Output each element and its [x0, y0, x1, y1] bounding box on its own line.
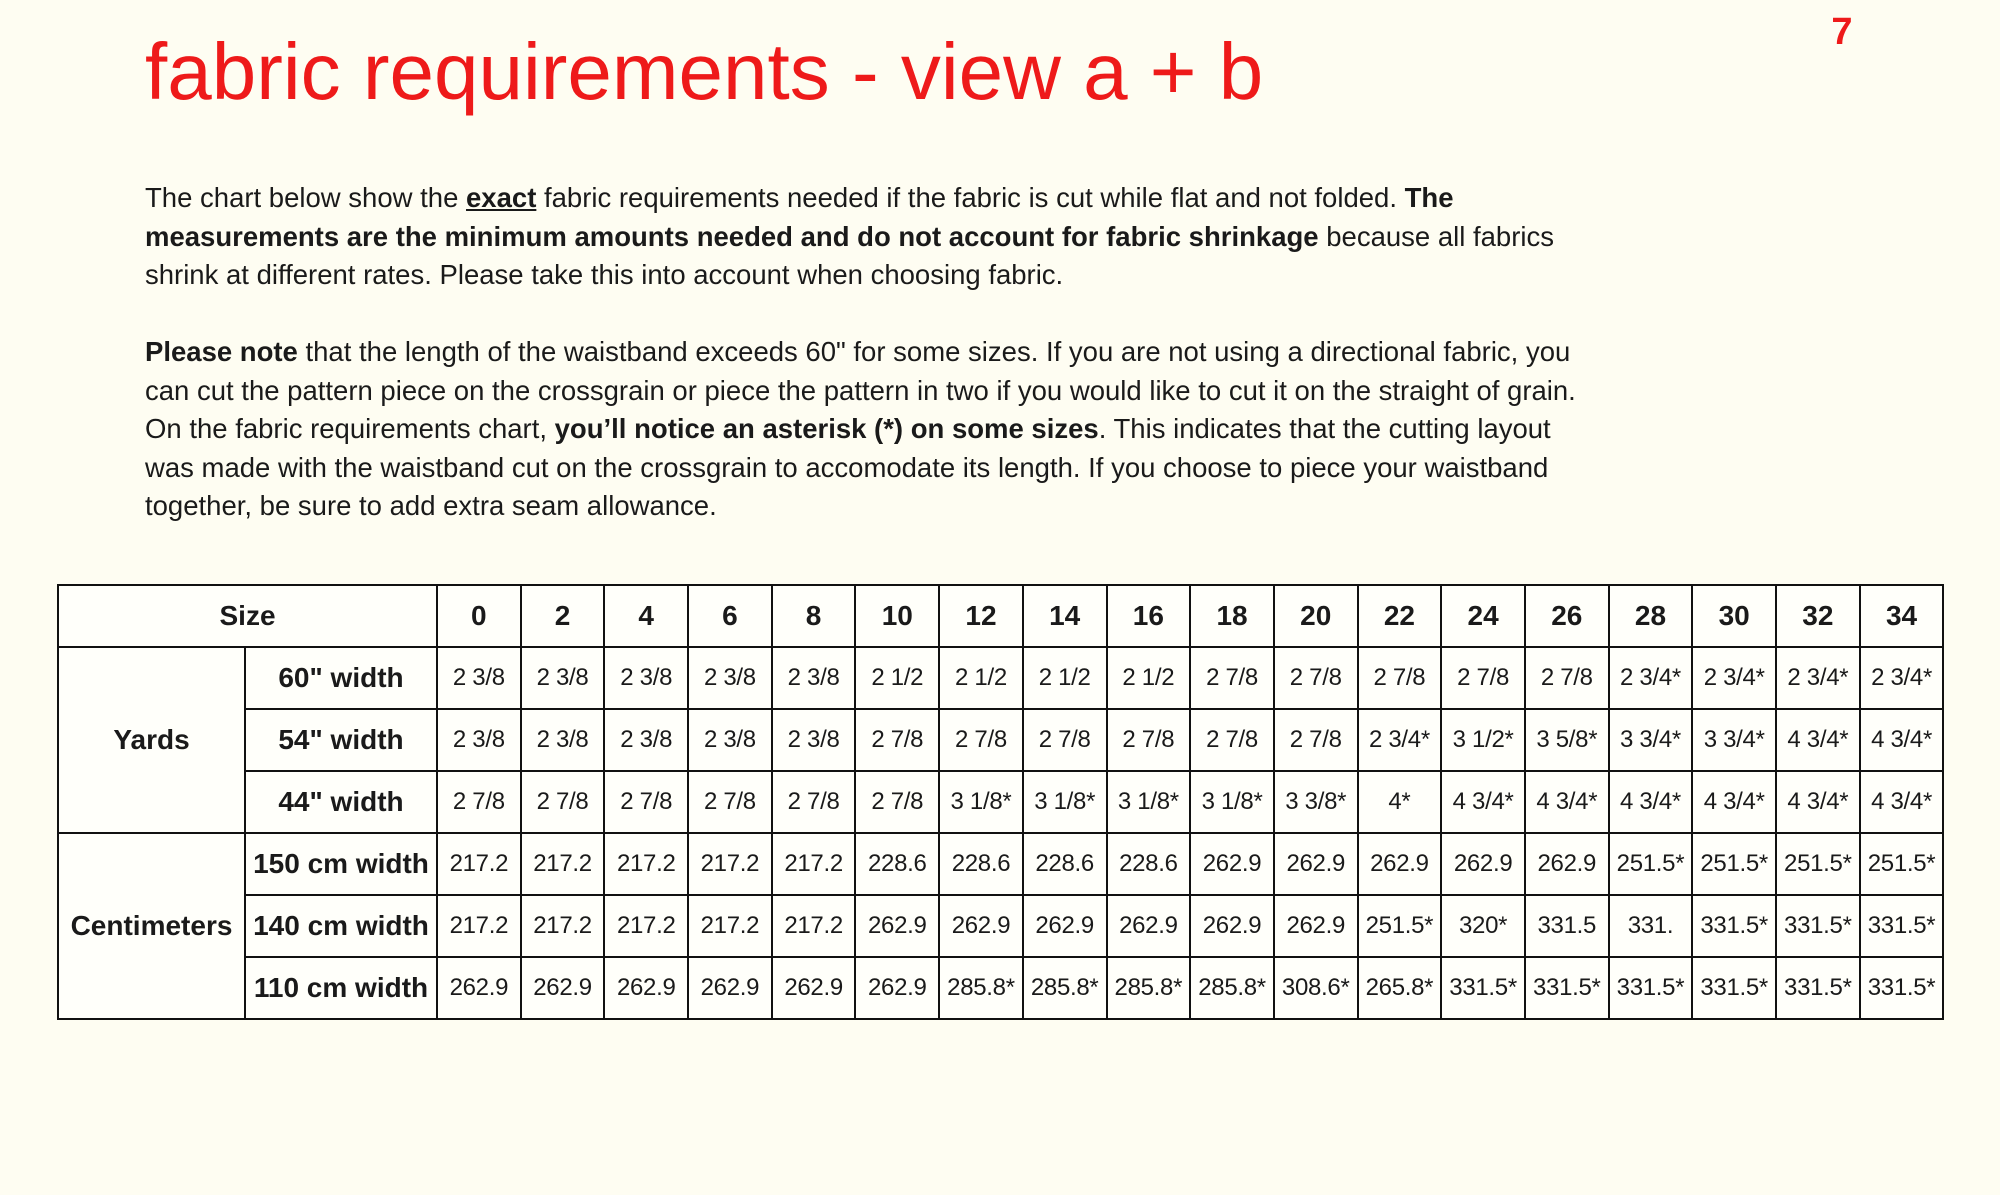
- fabric-amount-cell: 3 5/8*: [1525, 709, 1609, 771]
- fabric-amount-cell: 228.6: [1023, 833, 1107, 895]
- fabric-amount-cell: 2 3/8: [521, 709, 605, 771]
- fabric-amount-cell: 2 1/2: [1107, 647, 1191, 709]
- fabric-amount-cell: 4*: [1358, 771, 1442, 833]
- fabric-amount-cell: 285.8*: [1107, 957, 1191, 1019]
- fabric-amount-cell: 2 3/8: [521, 647, 605, 709]
- fabric-amount-cell: 2 7/8: [604, 771, 688, 833]
- table-row: [58, 957, 1943, 1019]
- fabric-amount-cell: 2 7/8: [939, 709, 1023, 771]
- fabric-amount-cell: 3 1/8*: [939, 771, 1023, 833]
- intro-1-text-a: The chart below show the: [145, 182, 467, 213]
- size-col-header: 30: [1692, 585, 1776, 647]
- fabric-amount-cell: 217.2: [521, 833, 605, 895]
- fabric-amount-cell: 262.9: [1107, 895, 1191, 957]
- size-col-header: 8: [772, 585, 856, 647]
- fabric-amount-cell: 4 3/4*: [1776, 771, 1860, 833]
- fabric-amount-cell: 285.8*: [1190, 957, 1274, 1019]
- fabric-amount-cell: 2 3/4*: [1692, 647, 1776, 709]
- table-row: [58, 895, 1943, 957]
- fabric-amount-cell: 2 7/8: [521, 771, 605, 833]
- fabric-amount-cell: 217.2: [772, 895, 856, 957]
- fabric-amount-cell: 262.9: [855, 957, 939, 1019]
- fabric-amount-cell: 2 7/8: [1023, 709, 1107, 771]
- fabric-amount-cell: 3 1/8*: [1107, 771, 1191, 833]
- fabric-amount-cell: 262.9: [1441, 833, 1525, 895]
- fabric-amount-cell: 2 3/8: [772, 647, 856, 709]
- fabric-amount-cell: 217.2: [772, 833, 856, 895]
- fabric-amount-cell: 2 7/8: [688, 771, 772, 833]
- size-header: Size: [58, 585, 437, 647]
- fabric-amount-cell: 262.9: [939, 895, 1023, 957]
- fabric-requirements-table: [57, 584, 1944, 1020]
- size-col-header: 22: [1358, 585, 1442, 647]
- intro-1-bold-statement: The measurements are the minimum amounts needed and do not account for fabric shrinkage: [145, 182, 1454, 252]
- size-col-header: 6: [688, 585, 772, 647]
- fabric-amount-cell: 217.2: [604, 895, 688, 957]
- fabric-width-label: 110 cm width: [245, 957, 437, 1019]
- intro-1-text-b: fabric requirements needed if the fabric is cut while flat and not folded.: [536, 182, 1405, 213]
- fabric-amount-cell: 251.5*: [1776, 833, 1860, 895]
- fabric-amount-cell: 2 7/8: [1274, 647, 1358, 709]
- size-col-header: 34: [1860, 585, 1944, 647]
- fabric-amount-cell: 331.5: [1525, 895, 1609, 957]
- fabric-amount-cell: 331.: [1609, 895, 1693, 957]
- fabric-amount-cell: 331.5*: [1692, 895, 1776, 957]
- fabric-amount-cell: 4 3/4*: [1692, 771, 1776, 833]
- fabric-amount-cell: 262.9: [1525, 833, 1609, 895]
- fabric-width-label: 140 cm width: [245, 895, 437, 957]
- fabric-amount-cell: 2 1/2: [1023, 647, 1107, 709]
- fabric-amount-cell: 331.5*: [1525, 957, 1609, 1019]
- fabric-amount-cell: 3 1/8*: [1190, 771, 1274, 833]
- fabric-amount-cell: 285.8*: [939, 957, 1023, 1019]
- fabric-amount-cell: 265.8*: [1358, 957, 1442, 1019]
- fabric-amount-cell: 2 3/8: [772, 709, 856, 771]
- table-row: [58, 709, 1943, 771]
- fabric-amount-cell: 262.9: [772, 957, 856, 1019]
- fabric-amount-cell: 251.5*: [1692, 833, 1776, 895]
- fabric-amount-cell: 2 3/8: [437, 647, 521, 709]
- size-col-header: 2: [521, 585, 605, 647]
- fabric-amount-cell: 4 3/4*: [1525, 771, 1609, 833]
- fabric-amount-cell: 228.6: [939, 833, 1023, 895]
- fabric-width-label: 150 cm width: [245, 833, 437, 895]
- fabric-amount-cell: 2 7/8: [1441, 647, 1525, 709]
- fabric-amount-cell: 331.5*: [1692, 957, 1776, 1019]
- fabric-amount-cell: 2 3/8: [688, 709, 772, 771]
- fabric-amount-cell: 262.9: [604, 957, 688, 1019]
- fabric-amount-cell: 228.6: [1107, 833, 1191, 895]
- fabric-amount-cell: 2 3/8: [604, 709, 688, 771]
- fabric-amount-cell: 2 7/8: [1107, 709, 1191, 771]
- fabric-amount-cell: 2 7/8: [1190, 647, 1274, 709]
- fabric-width-label: 60" width: [245, 647, 437, 709]
- fabric-amount-cell: 2 7/8: [1525, 647, 1609, 709]
- intro-2-text-b: . This indicates that the cutting layout was made with the waistband cut on the crossgrain to accomodate its length. If you choose to piece your waistband together, be sure to add extra seam allowance.: [145, 413, 1551, 522]
- fabric-amount-cell: 4 3/4*: [1441, 771, 1525, 833]
- fabric-amount-cell: 4 3/4*: [1860, 771, 1944, 833]
- fabric-amount-cell: 331.5*: [1860, 957, 1944, 1019]
- fabric-amount-cell: 251.5*: [1860, 833, 1944, 895]
- fabric-amount-cell: 285.8*: [1023, 957, 1107, 1019]
- fabric-amount-cell: 262.9: [1023, 895, 1107, 957]
- intro-1-text-c: because all fabrics shrink at different rates. Please take this into account when choosing fabric.: [145, 220, 1554, 291]
- fabric-amount-cell: 4 3/4*: [1609, 771, 1693, 833]
- fabric-amount-cell: 4 3/4*: [1776, 709, 1860, 771]
- fabric-amount-cell: 2 3/4*: [1358, 709, 1442, 771]
- fabric-amount-cell: 262.9: [1190, 895, 1274, 957]
- fabric-amount-cell: 3 1/8*: [1023, 771, 1107, 833]
- size-col-header: 32: [1776, 585, 1860, 647]
- fabric-amount-cell: 331.5*: [1776, 957, 1860, 1019]
- fabric-amount-cell: 251.5*: [1609, 833, 1693, 895]
- table-row: [58, 833, 1943, 895]
- fabric-amount-cell: 2 3/8: [437, 709, 521, 771]
- fabric-amount-cell: 217.2: [521, 895, 605, 957]
- intro-2-please-note: Please note: [145, 336, 298, 367]
- size-header-row: [58, 585, 1943, 647]
- unit-group-label: Centimeters: [58, 833, 245, 1019]
- size-col-header: 4: [604, 585, 688, 647]
- fabric-amount-cell: 2 3/8: [604, 647, 688, 709]
- page-number: 7: [1831, 11, 1853, 53]
- fabric-width-label: 44" width: [245, 771, 437, 833]
- table-row: [58, 647, 1943, 709]
- size-col-header: 10: [855, 585, 939, 647]
- size-col-header: 0: [437, 585, 521, 647]
- fabric-amount-cell: 2 7/8: [437, 771, 521, 833]
- fabric-amount-cell: 331.5*: [1776, 895, 1860, 957]
- fabric-amount-cell: 2 3/4*: [1776, 647, 1860, 709]
- size-col-header: 18: [1190, 585, 1274, 647]
- size-col-header: 12: [939, 585, 1023, 647]
- fabric-amount-cell: 3 3/8*: [1274, 771, 1358, 833]
- fabric-amount-cell: 251.5*: [1358, 895, 1442, 957]
- fabric-width-label: 54" width: [245, 709, 437, 771]
- size-col-header: 24: [1441, 585, 1525, 647]
- size-col-header: 26: [1525, 585, 1609, 647]
- fabric-amount-cell: 217.2: [604, 833, 688, 895]
- fabric-amount-cell: 2 7/8: [772, 771, 856, 833]
- fabric-amount-cell: 2 7/8: [1358, 647, 1442, 709]
- intro-2-text-a: that the length of the waistband exceeds 60" for some sizes. If you are not using a directional fabric, you can cut the pattern piece on the crossgrain or piece the pattern in two if you would like to cut it on the straight of grain. On the fabric requirements chart,: [145, 336, 1576, 445]
- fabric-amount-cell: 331.5*: [1860, 895, 1944, 957]
- fabric-amount-cell: 262.9: [521, 957, 605, 1019]
- page-title: fabric requirements - view a + b: [145, 27, 1264, 116]
- fabric-amount-cell: 217.2: [437, 895, 521, 957]
- fabric-amount-cell: 2 3/4*: [1609, 647, 1693, 709]
- fabric-amount-cell: 331.5*: [1441, 957, 1525, 1019]
- fabric-amount-cell: 2 7/8: [855, 771, 939, 833]
- fabric-amount-cell: 262.9: [688, 957, 772, 1019]
- fabric-amount-cell: 2 3/8: [688, 647, 772, 709]
- fabric-amount-cell: 262.9: [855, 895, 939, 957]
- fabric-amount-cell: 262.9: [1190, 833, 1274, 895]
- fabric-amount-cell: 331.5*: [1609, 957, 1693, 1019]
- fabric-amount-cell: 3 1/2*: [1441, 709, 1525, 771]
- fabric-amount-cell: 2 7/8: [1190, 709, 1274, 771]
- fabric-amount-cell: 4 3/4*: [1860, 709, 1944, 771]
- unit-group-label: Yards: [58, 647, 245, 833]
- fabric-amount-cell: 3 3/4*: [1609, 709, 1693, 771]
- size-col-header: 16: [1107, 585, 1191, 647]
- fabric-amount-cell: 2 7/8: [1274, 709, 1358, 771]
- intro-paragraph-1: [145, 179, 1595, 295]
- fabric-amount-cell: 262.9: [437, 957, 521, 1019]
- size-col-header: 14: [1023, 585, 1107, 647]
- fabric-amount-cell: 262.9: [1274, 895, 1358, 957]
- fabric-amount-cell: 217.2: [688, 833, 772, 895]
- intro-1-emphasis-exact: exact: [466, 182, 537, 213]
- fabric-amount-cell: 217.2: [688, 895, 772, 957]
- fabric-amount-cell: 308.6*: [1274, 957, 1358, 1019]
- fabric-amount-cell: 2 1/2: [939, 647, 1023, 709]
- fabric-amount-cell: 262.9: [1274, 833, 1358, 895]
- intro-paragraph-2: [145, 333, 1595, 526]
- fabric-amount-cell: 320*: [1441, 895, 1525, 957]
- intro-2-bold-asterisk: you’ll notice an asterisk (*) on some sizes: [554, 413, 1099, 445]
- size-col-header: 20: [1274, 585, 1358, 647]
- fabric-amount-cell: 228.6: [855, 833, 939, 895]
- fabric-amount-cell: 2 7/8: [855, 709, 939, 771]
- fabric-amount-cell: 262.9: [1358, 833, 1442, 895]
- fabric-amount-cell: 217.2: [437, 833, 521, 895]
- size-col-header: 28: [1609, 585, 1693, 647]
- fabric-amount-cell: 3 3/4*: [1692, 709, 1776, 771]
- fabric-amount-cell: 2 1/2: [855, 647, 939, 709]
- table-row: [58, 771, 1943, 833]
- fabric-amount-cell: 2 3/4*: [1860, 647, 1944, 709]
